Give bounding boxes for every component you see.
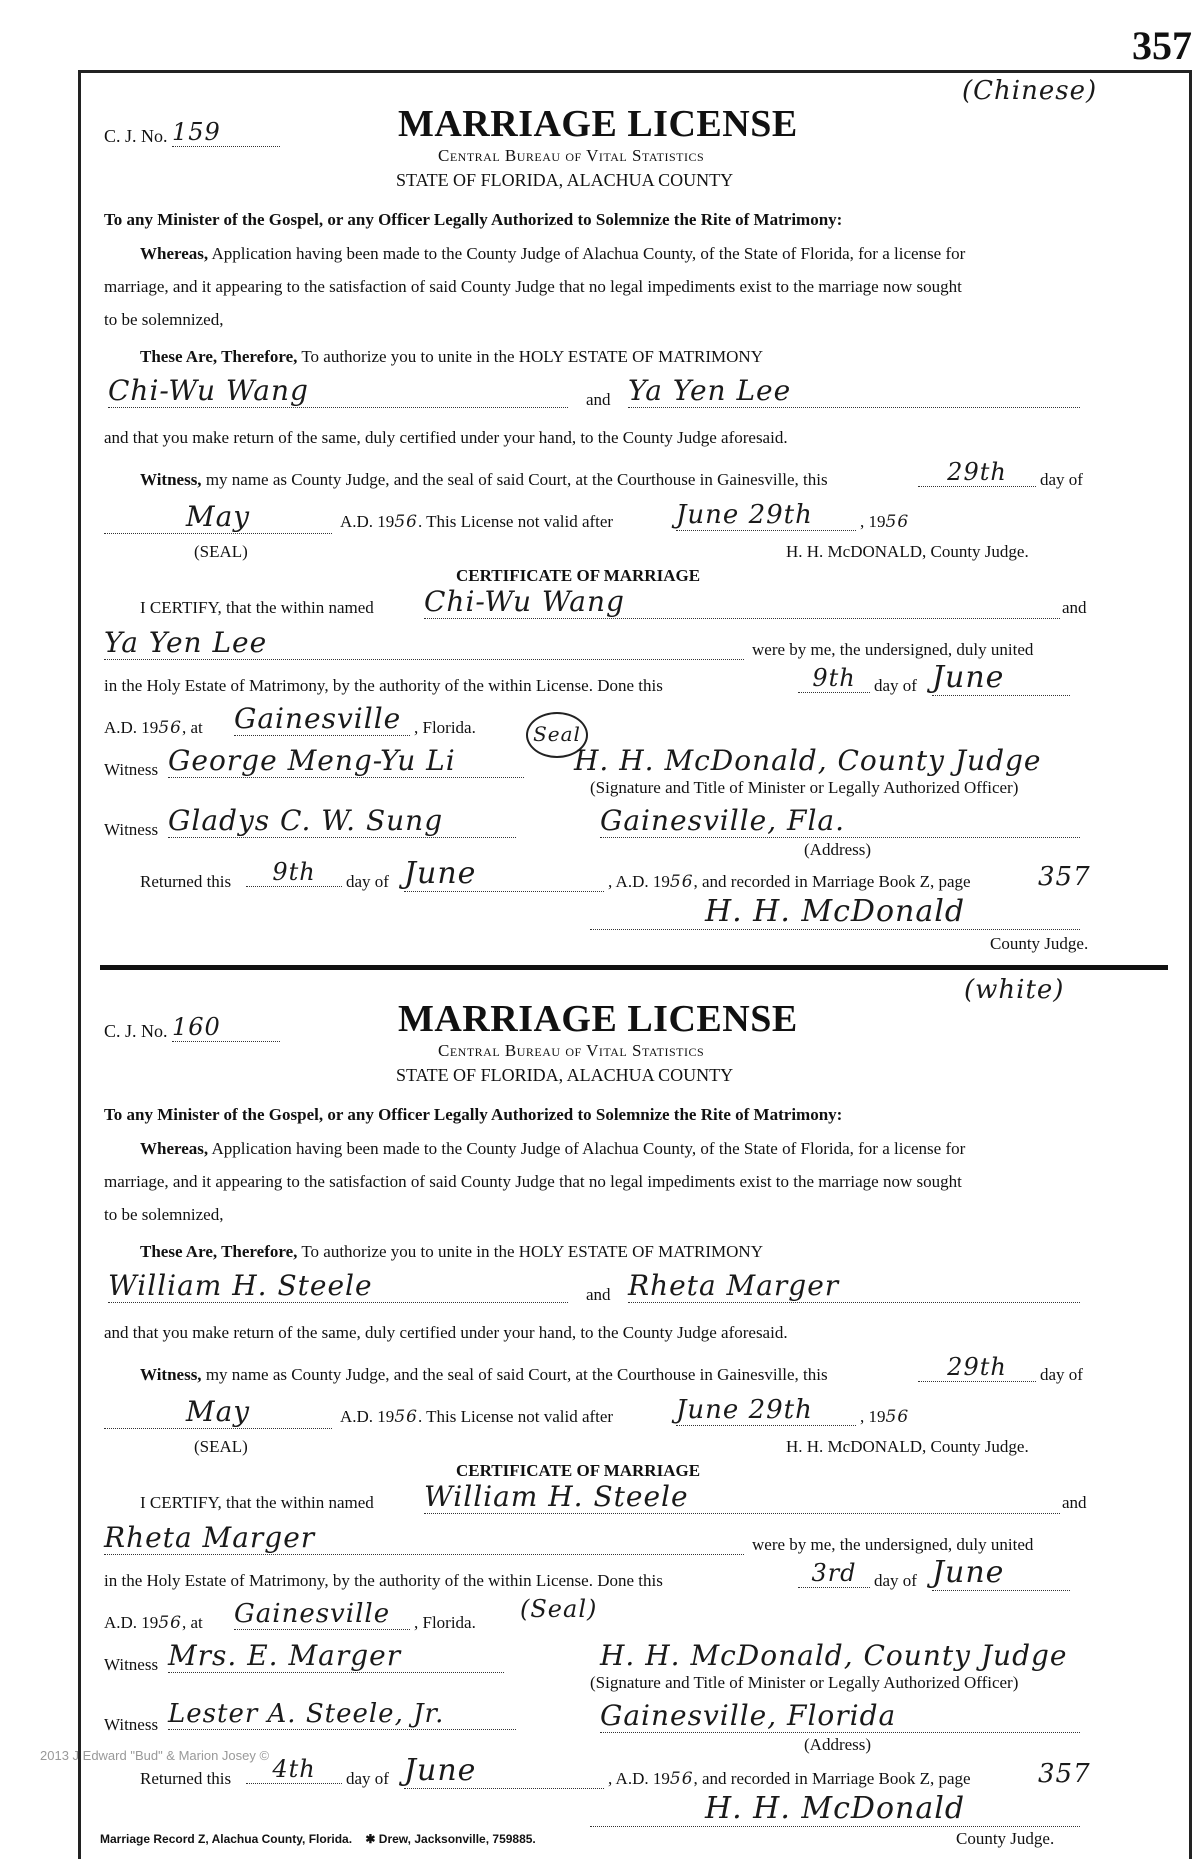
witness-1-label: Witness	[104, 760, 159, 779]
returned-ad: , A.D. 19	[608, 1769, 670, 1788]
returned-month: June	[404, 1753, 604, 1789]
officiant-signature: H. H. McDonald, County Judge	[600, 1639, 1068, 1672]
witness-2-label: Witness	[104, 1715, 159, 1734]
signature-caption: (Signature and Title of Minister or Legally Authorized Officer)	[590, 778, 1019, 797]
seal-label: (SEAL)	[194, 1437, 248, 1456]
whereas-line-1	[140, 1139, 965, 1159]
license-title: MARRIAGE LICENSE	[398, 998, 798, 1040]
returned-ad: , A.D. 19	[608, 872, 670, 891]
whereas-line-1	[140, 244, 965, 264]
witness-lead: Witness,	[140, 1365, 202, 1384]
returned-day-of: day of	[346, 1769, 389, 1788]
place: Gainesville	[234, 702, 410, 736]
witness-text: my name as County Judge, and the seal of said Court, at the Courthouse in Gainesville, this	[205, 470, 828, 489]
issue-year: 56	[394, 512, 418, 532]
seal-stamp: Seal	[526, 712, 588, 758]
footer-line	[100, 1832, 536, 1846]
cert-and-word: and	[1062, 598, 1087, 617]
footer-left: Marriage Record Z, Alachua County, Florida.	[100, 1832, 353, 1846]
issue-year: 56	[394, 1407, 418, 1427]
whereas-line-2: marriage, and it appearing to the satisfaction of said County Judge that no legal impediments exist to the marriage now sought	[104, 277, 962, 296]
recorded-text: , and recorded in Marriage Book Z, page	[693, 872, 971, 891]
returned-label: Returned this	[140, 1769, 232, 1788]
state-line: STATE OF FLORIDA, ALACHUA COUNTY	[396, 1065, 734, 1085]
returned-day: 4th	[246, 1755, 342, 1784]
seal-handwritten: (Seal)	[520, 1595, 598, 1623]
at-label: , at	[181, 1613, 203, 1632]
united-text: were by me, the undersigned, duly united	[752, 640, 1034, 659]
returned-year: 56	[669, 1769, 694, 1789]
not-valid-after: . This License not valid after	[417, 512, 614, 531]
cert-bride: Ya Yen Lee	[104, 626, 744, 660]
address-line: To any Minister of the Gospel, or any Officer Legally Authorized to Solemnize the Rite of Matrimony:	[104, 210, 843, 229]
groom-name: Chi-Wu Wang	[108, 374, 568, 408]
and-word: and	[586, 1285, 611, 1304]
returned-label: Returned this	[140, 872, 232, 891]
state-line: STATE OF FLORIDA, ALACHUA COUNTY	[396, 170, 734, 190]
witness-1-label: Witness	[104, 1655, 159, 1674]
county-judge-label: County Judge.	[956, 1829, 1055, 1848]
valid-year-prefix: , 19	[860, 512, 886, 531]
florida-label: , Florida.	[414, 1613, 476, 1632]
whereas-lead: Whereas,	[140, 244, 209, 263]
done-year-line	[104, 718, 203, 738]
these-are-text: To authorize you to unite in the HOLY ESTATE OF MATRIMONY	[301, 347, 763, 366]
florida-label: , Florida.	[414, 718, 476, 737]
recorded-page: 357	[1038, 1759, 1091, 1789]
witness-2-label: Witness	[104, 820, 159, 839]
license-title: MARRIAGE LICENSE	[398, 103, 798, 145]
footer-printer: ✱ Drew, Jacksonville, 759885.	[365, 1832, 536, 1846]
bureau-line: Central Bureau of Vital Statistics	[438, 146, 705, 165]
issue-day: 29th	[918, 458, 1036, 487]
seal-label: (SEAL)	[194, 542, 248, 561]
bureau-line: Central Bureau of Vital Statistics	[438, 1041, 705, 1060]
these-are-lead: These Are, Therefore,	[140, 1242, 298, 1261]
witness-2-name: Gladys C. W. Sung	[168, 804, 516, 838]
done-year: 56	[158, 718, 182, 738]
bride-name: Ya Yen Lee	[628, 374, 1080, 408]
whereas-lead: Whereas,	[140, 1139, 209, 1158]
witness-lead: Witness,	[140, 470, 202, 489]
these-are-text: To authorize you to unite in the HOLY ESTATE OF MATRIMONY	[301, 1242, 763, 1261]
officiant-signature: H. H. McDonald, County Judge	[574, 744, 1042, 777]
valid-year-prefix: , 19	[860, 1407, 886, 1426]
cj-label: C. J. No.	[104, 126, 168, 146]
these-are-line	[140, 1242, 763, 1262]
officiant-address: Gainesville, Florida	[600, 1699, 1080, 1733]
witness-1-name: Mrs. E. Marger	[168, 1639, 504, 1673]
these-are-line	[140, 347, 763, 367]
done-day-of: day of	[874, 676, 917, 695]
recorded-page: 357	[1038, 862, 1091, 892]
recorded-line	[608, 872, 971, 892]
cj-number: 159	[172, 118, 280, 147]
issue-year-line	[340, 512, 613, 532]
issue-year-line	[340, 1407, 613, 1427]
copyright-watermark: 2013 J Edward "Bud" & Marion Josey ©	[40, 1748, 270, 1763]
address-caption: (Address)	[804, 840, 872, 859]
returned-month: June	[404, 856, 604, 892]
judge-signature: H. H. McDonald	[590, 1791, 1080, 1827]
witness-line	[140, 470, 828, 490]
judge-line: H. H. McDONALD, County Judge.	[786, 1437, 1029, 1456]
address-line: To any Minister of the Gospel, or any Officer Legally Authorized to Solemnize the Rite of Matrimony:	[104, 1105, 843, 1124]
address-caption: (Address)	[804, 1735, 872, 1754]
issue-month: May	[104, 1395, 332, 1429]
done-year-line	[104, 1613, 203, 1633]
county-judge-label: County Judge.	[990, 934, 1089, 953]
witness-line	[140, 1365, 828, 1385]
done-month: June	[932, 1555, 1070, 1591]
certify-text: I CERTIFY, that the within named	[140, 598, 374, 617]
whereas-line-3: to be solemnized,	[104, 310, 224, 329]
groom-name: William H. Steele	[108, 1269, 568, 1303]
cert-groom: Chi-Wu Wang	[424, 585, 1060, 619]
issue-month: May	[104, 500, 332, 534]
cj-label: C. J. No.	[104, 1021, 168, 1041]
page-number: 357	[1132, 23, 1192, 68]
cert-bride: Rheta Marger	[104, 1521, 744, 1555]
race-note: (Chinese)	[962, 76, 1098, 106]
cert-groom: William H. Steele	[424, 1480, 1060, 1514]
certificate-title: CERTIFICATE OF MARRIAGE	[456, 566, 701, 585]
whereas-text-1: Application having been made to the County Judge of Alachua County, of the State of Florida, for a license for	[211, 244, 966, 263]
valid-year-line	[860, 512, 909, 532]
recorded-line	[608, 1769, 971, 1789]
witness-1-name: George Meng-Yu Li	[168, 744, 524, 778]
returned-year: 56	[669, 872, 694, 892]
whereas-line-2: marriage, and it appearing to the satisfaction of said County Judge that no legal impediments exist to the marriage now sought	[104, 1172, 962, 1191]
whereas-line-3: to be solemnized,	[104, 1205, 224, 1224]
returned-day-of: day of	[346, 872, 389, 891]
at-label: , at	[181, 718, 203, 737]
issue-day: 29th	[918, 1353, 1036, 1382]
cert-and-word: and	[1062, 1493, 1087, 1512]
day-of-label: day of	[1040, 1365, 1083, 1384]
holy-estate-text: in the Holy Estate of Matrimony, by the authority of the within License. Done this	[104, 1571, 663, 1590]
ad-label-2: A.D. 19	[104, 1613, 159, 1632]
not-valid-after: . This License not valid after	[417, 1407, 614, 1426]
valid-year: 56	[885, 512, 910, 532]
signature-caption: (Signature and Title of Minister or Legally Authorized Officer)	[590, 1673, 1019, 1692]
valid-until: June 29th	[676, 1395, 856, 1426]
witness-2-name: Lester A. Steele, Jr.	[168, 1699, 516, 1730]
whereas-text-1: Application having been made to the County Judge of Alachua County, of the State of Florida, for a license for	[211, 1139, 966, 1158]
place: Gainesville	[234, 1599, 410, 1630]
return-line: and that you make return of the same, duly certified under your hand, to the County Judge aforesaid.	[104, 1323, 788, 1342]
returned-day: 9th	[246, 858, 342, 887]
witness-text: my name as County Judge, and the seal of said Court, at the Courthouse in Gainesville, this	[205, 1365, 828, 1384]
ad-label: A.D. 19	[340, 512, 395, 531]
valid-year: 56	[885, 1407, 910, 1427]
officiant-address: Gainesville, Fla.	[600, 804, 1080, 838]
certify-text: I CERTIFY, that the within named	[140, 1493, 374, 1512]
race-note: (white)	[964, 975, 1065, 1005]
done-day-of: day of	[874, 1571, 917, 1590]
recorded-text: , and recorded in Marriage Book Z, page	[693, 1769, 971, 1788]
ad-label-2: A.D. 19	[104, 718, 159, 737]
judge-line: H. H. McDONALD, County Judge.	[786, 542, 1029, 561]
and-word: and	[586, 390, 611, 409]
done-year: 56	[158, 1613, 182, 1633]
cj-number: 160	[172, 1013, 280, 1042]
done-month: June	[932, 660, 1070, 696]
valid-until: June 29th	[676, 500, 856, 531]
bride-name: Rheta Marger	[628, 1269, 1080, 1303]
done-day: 9th	[798, 664, 870, 693]
these-are-lead: These Are, Therefore,	[140, 347, 298, 366]
certificate-title: CERTIFICATE OF MARRIAGE	[456, 1461, 701, 1480]
day-of-label: day of	[1040, 470, 1083, 489]
valid-year-line	[860, 1407, 909, 1427]
holy-estate-text: in the Holy Estate of Matrimony, by the authority of the within License. Done this	[104, 676, 663, 695]
done-day: 3rd	[798, 1559, 870, 1588]
return-line: and that you make return of the same, duly certified under your hand, to the County Judge aforesaid.	[104, 428, 788, 447]
united-text: were by me, the undersigned, duly united	[752, 1535, 1034, 1554]
judge-signature: H. H. McDonald	[590, 894, 1080, 930]
ad-label: A.D. 19	[340, 1407, 395, 1426]
